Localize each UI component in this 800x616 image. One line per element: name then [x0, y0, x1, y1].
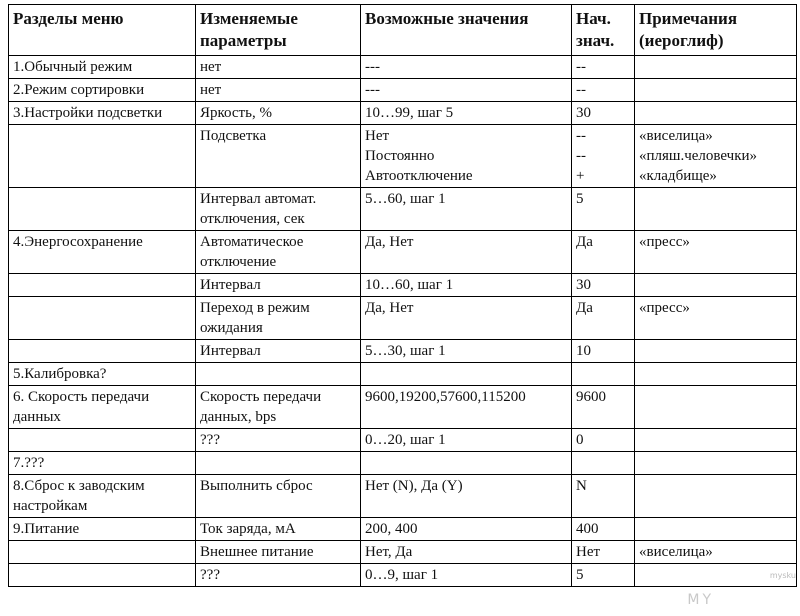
cell-parameter — [196, 386, 361, 429]
initial-text: -- — [576, 148, 586, 164]
cell-note — [635, 125, 797, 188]
values-text: 0…20, шаг 1 — [365, 432, 446, 448]
cell-values — [361, 564, 572, 587]
values-text: Нет — [365, 128, 390, 144]
table-row — [9, 475, 797, 518]
initial-text: N — [576, 478, 587, 494]
cell-values — [361, 363, 572, 386]
cell-section — [9, 231, 196, 274]
menu-settings-table — [8, 4, 797, 587]
parameter-text: нет — [200, 59, 222, 75]
header-menu-sections: Разделы меню — [9, 5, 196, 56]
cell-section — [9, 564, 196, 587]
cell-note — [635, 475, 797, 518]
cell-initial — [572, 452, 635, 475]
cell-initial — [572, 297, 635, 340]
cell-initial — [572, 231, 635, 274]
cell-section — [9, 56, 196, 79]
parameter-text: Интервал — [200, 277, 261, 293]
watermark-text: MY — [687, 592, 714, 608]
note-text: «кладбище» — [639, 168, 717, 184]
cell-initial — [572, 102, 635, 125]
cell-section — [9, 429, 196, 452]
cell-initial — [572, 475, 635, 518]
cell-section — [9, 541, 196, 564]
cell-initial — [572, 429, 635, 452]
cell-note — [635, 429, 797, 452]
cell-parameter — [196, 274, 361, 297]
cell-section — [9, 518, 196, 541]
initial-text: -- — [576, 59, 586, 75]
cell-parameter — [196, 518, 361, 541]
cell-initial — [572, 188, 635, 231]
table-row — [9, 79, 797, 102]
note-text: «пляш.человечки» — [639, 148, 758, 164]
initial-text: 10 — [576, 343, 591, 359]
table-row — [9, 274, 797, 297]
parameter-text: Интервал — [200, 343, 261, 359]
cell-values — [361, 125, 572, 188]
cell-values — [361, 188, 572, 231]
cell-initial — [572, 518, 635, 541]
section-text: 9.Питание — [13, 521, 80, 537]
cell-initial — [572, 274, 635, 297]
cell-values — [361, 386, 572, 429]
table-row — [9, 188, 797, 231]
table-row — [9, 231, 797, 274]
cell-parameter — [196, 541, 361, 564]
parameter-text: нет — [200, 82, 222, 98]
cell-values — [361, 231, 572, 274]
section-text: 5.Калибровка? — [13, 366, 107, 382]
parameter-text: ??? — [200, 567, 220, 583]
cell-parameter — [196, 564, 361, 587]
values-text: 5…30, шаг 1 — [365, 343, 446, 359]
cell-section — [9, 274, 196, 297]
table-body — [9, 56, 797, 587]
cell-note — [635, 231, 797, 274]
header-row — [9, 5, 797, 56]
table-row — [9, 297, 797, 340]
header-possible-values: Возможные значения — [361, 5, 572, 56]
cell-section — [9, 188, 196, 231]
initial-text: 5 — [576, 567, 584, 583]
section-text: 8.Сброс к заводским настройкам — [13, 478, 145, 514]
table-row — [9, 125, 797, 188]
initial-text: + — [576, 168, 585, 184]
section-text: 7.??? — [13, 455, 45, 471]
cell-values — [361, 518, 572, 541]
cell-initial — [572, 564, 635, 587]
cell-note — [635, 518, 797, 541]
table-row — [9, 541, 797, 564]
values-text: Нет (N), Да (Y) — [365, 478, 463, 494]
cell-initial — [572, 125, 635, 188]
cell-initial — [572, 56, 635, 79]
section-text: 4.Энергосохранение — [13, 234, 143, 250]
parameter-text: Переход в режим ожидания — [200, 300, 310, 336]
cell-initial — [572, 386, 635, 429]
cell-values — [361, 475, 572, 518]
cell-section — [9, 102, 196, 125]
cell-parameter — [196, 452, 361, 475]
parameter-text: Внешнее питание — [200, 544, 314, 560]
cell-values — [361, 297, 572, 340]
values-text: 200, 400 — [365, 521, 418, 537]
section-text: 3.Настройки подсветки — [13, 105, 163, 121]
cell-note — [635, 340, 797, 363]
values-text: 9600,19200,57600,115200 — [365, 389, 526, 405]
cell-initial — [572, 363, 635, 386]
cell-section — [9, 452, 196, 475]
section-text: 1.Обычный режим — [13, 59, 133, 75]
cell-parameter — [196, 231, 361, 274]
table-row — [9, 102, 797, 125]
initial-text: 30 — [576, 105, 591, 121]
initial-text: -- — [576, 128, 586, 144]
values-text: Да, Нет — [365, 300, 414, 316]
table-row — [9, 518, 797, 541]
header-notes: Примечания (иероглиф) — [635, 5, 797, 56]
cell-parameter — [196, 340, 361, 363]
cell-values — [361, 102, 572, 125]
initial-text: 30 — [576, 277, 591, 293]
parameter-text: Скорость передачи данных, bps — [200, 389, 322, 425]
cell-note — [635, 363, 797, 386]
parameter-text: Яркость, % — [200, 105, 272, 121]
parameter-text: Автоматическое отключение — [200, 234, 304, 270]
table-row — [9, 386, 797, 429]
cell-values — [361, 541, 572, 564]
cell-initial — [572, 541, 635, 564]
cell-parameter — [196, 188, 361, 231]
cell-section — [9, 475, 196, 518]
cell-parameter — [196, 475, 361, 518]
watermark-mark: mysku — [769, 571, 796, 580]
cell-values — [361, 340, 572, 363]
cell-section — [9, 386, 196, 429]
cell-section — [9, 125, 196, 188]
table-row — [9, 340, 797, 363]
values-text: --- — [365, 59, 380, 75]
initial-text: 400 — [576, 521, 599, 537]
cell-values — [361, 79, 572, 102]
cell-values — [361, 429, 572, 452]
cell-parameter — [196, 429, 361, 452]
parameter-text: Интервал автомат. отключения, сек — [200, 191, 317, 227]
cell-values — [361, 452, 572, 475]
note-text: «пресс» — [639, 300, 690, 316]
parameter-text: Подсветка — [200, 128, 267, 144]
cell-note — [635, 452, 797, 475]
cell-note — [635, 79, 797, 102]
note-text: «виселица» — [639, 544, 713, 560]
cell-note — [635, 56, 797, 79]
initial-text: Нет — [576, 544, 601, 560]
cell-values — [361, 56, 572, 79]
parameter-text: Ток заряда, мА — [200, 521, 296, 537]
cell-note — [635, 297, 797, 340]
initial-text: -- — [576, 82, 586, 98]
note-text: «пресс» — [639, 234, 690, 250]
table-row — [9, 564, 797, 587]
cell-parameter — [196, 79, 361, 102]
cell-parameter — [196, 56, 361, 79]
values-text: 10…60, шаг 1 — [365, 277, 454, 293]
parameter-text: ??? — [200, 432, 220, 448]
cell-parameter — [196, 102, 361, 125]
cell-note — [635, 274, 797, 297]
table-row — [9, 363, 797, 386]
cell-parameter — [196, 125, 361, 188]
header-initial-value: Нач. знач. — [572, 5, 635, 56]
values-text: 0…9, шаг 1 — [365, 567, 439, 583]
values-text: --- — [365, 82, 380, 98]
cell-parameter — [196, 297, 361, 340]
cell-section — [9, 79, 196, 102]
cell-initial — [572, 79, 635, 102]
parameter-text: Выполнить сброс — [200, 478, 313, 494]
cell-values — [361, 274, 572, 297]
cell-note — [635, 541, 797, 564]
values-text: Да, Нет — [365, 234, 414, 250]
note-text: «виселица» — [639, 128, 713, 144]
initial-text: Да — [576, 300, 593, 316]
section-text: 6. Скорость передачи данных — [13, 389, 150, 425]
cell-section — [9, 363, 196, 386]
table-row — [9, 452, 797, 475]
values-text: Постоянно — [365, 148, 435, 164]
cell-note — [635, 188, 797, 231]
cell-section — [9, 297, 196, 340]
cell-note — [635, 102, 797, 125]
cell-parameter — [196, 363, 361, 386]
values-text: 10…99, шаг 5 — [365, 105, 454, 121]
header-parameters: Изменяемые параметры — [196, 5, 361, 56]
cell-section — [9, 340, 196, 363]
table-row — [9, 429, 797, 452]
initial-text: 5 — [576, 191, 584, 207]
values-text: Автоотключение — [365, 168, 473, 184]
cell-note — [635, 386, 797, 429]
initial-text: Да — [576, 234, 593, 250]
initial-text: 9600 — [576, 389, 606, 405]
cell-initial — [572, 340, 635, 363]
table-row — [9, 56, 797, 79]
section-text: 2.Режим сортировки — [13, 82, 145, 98]
initial-text: 0 — [576, 432, 584, 448]
values-text: 5…60, шаг 1 — [365, 191, 446, 207]
values-text: Нет, Да — [365, 544, 413, 560]
